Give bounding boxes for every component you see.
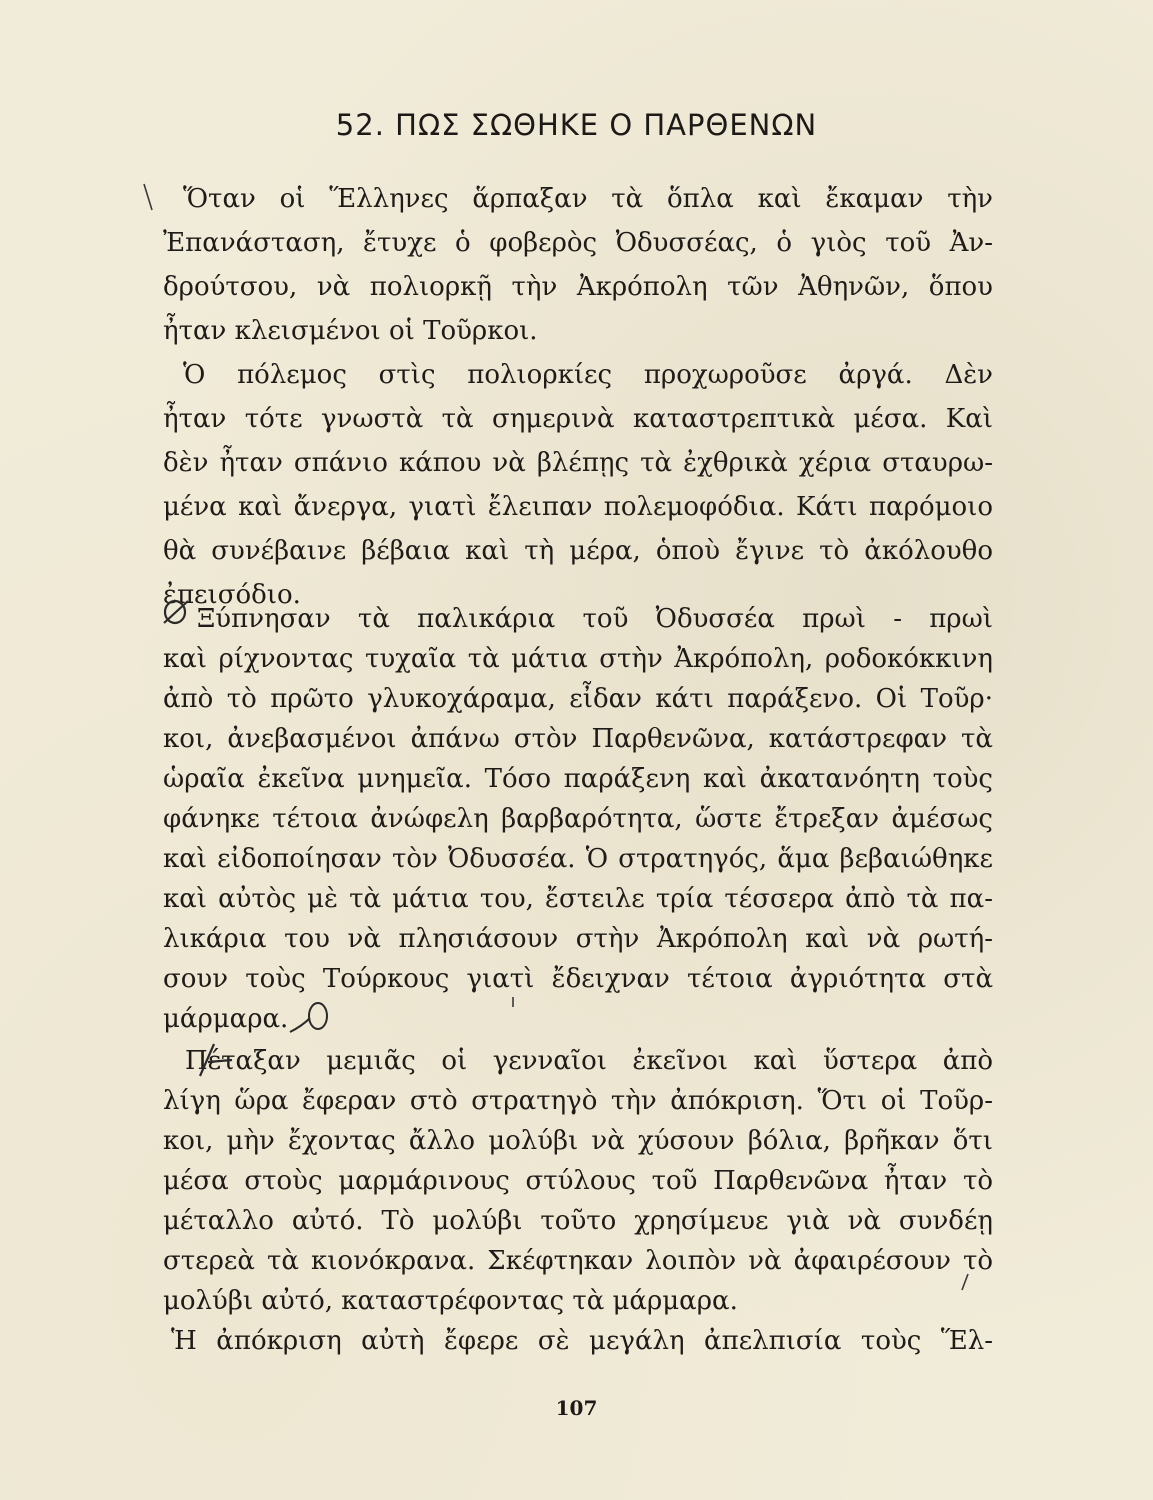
text-line: δὲν ἦταν σπάνιο κάπου νὰ βλέπῃς τὰ ἐχθρικὰ χέρια σταυρω- bbox=[163, 448, 993, 478]
text-line: μάρμαρα. bbox=[163, 1004, 289, 1034]
text-line: ἦταν τότε γνωστὰ τὰ σημερινὰ καταστρεπτικὰ μέσα. Καὶ bbox=[163, 404, 993, 434]
text-line: ἀπὸ τὸ πρῶτο γλυκοχάραμα, εἶδαν κάτι παράξενο. Οἱ Τοῦρ· bbox=[163, 684, 993, 714]
page-number: 107 bbox=[555, 1396, 598, 1420]
text-line: καὶ ρίχνοντας τυχαῖα τὰ μάτια στὴν Ἀκρόπολη, ροδοκόκκινη bbox=[163, 644, 993, 674]
text-line: μένα καὶ ἄνεργα, γιατὶ ἔλειπαν πολεμοφόδια. Κάτι παρόμοιο bbox=[163, 492, 993, 522]
text-line: Ἐπανάσταση, ἔτυχε ὁ φοβερὸς Ὀδυσσέας, ὁ γιὸς τοῦ Ἀν- bbox=[163, 228, 993, 258]
text-line: καὶ αὐτὸς μὲ τὰ μάτια του, ἔστειλε τρία τέσσερα ἀπὸ τὰ πα- bbox=[163, 884, 993, 914]
text-line: λικάρια του νὰ πλησιάσουν στὴν Ἀκρόπολη καὶ νὰ ρωτή- bbox=[163, 924, 993, 954]
text-line: Πέταξαν μεμιᾶς οἱ γενναῖοι ἐκεῖνοι καὶ ὕστερα ἀπὸ bbox=[185, 1046, 993, 1076]
text-line: στερεὰ τὰ κιονόκρανα. Σκέφτηκαν λοιπὸν νὰ ἀφαιρέσουν τὸ bbox=[163, 1246, 993, 1276]
text-line: μολύβι αὐτό, καταστρέφοντας τὰ μάρμαρα. bbox=[163, 1286, 738, 1316]
text-line: Ἡ ἀπόκριση αὐτὴ ἔφερε σὲ μεγάλη ἀπελπισία τοὺς Ἕλ- bbox=[171, 1326, 993, 1356]
text-line: Ὅταν οἱ Ἕλληνες ἅρπαξαν τὰ ὅπλα καὶ ἔκαμαν τὴν bbox=[183, 184, 993, 214]
text-line: ὡραῖα ἐκεῖνα μνημεῖα. Τόσο παράξενη καὶ ἀκατανόητη τοὺς bbox=[163, 764, 993, 794]
text-line: Ξύπνησαν τὰ παλικάρια τοῦ Ὀδυσσέα πρωὶ - πρωὶ bbox=[197, 604, 993, 634]
pen-mark-icon bbox=[140, 180, 164, 220]
text-line: μέταλλο αὐτό. Τὸ μολύβι τοῦτο χρησίμευε γιὰ νὰ συνδέῃ bbox=[163, 1206, 993, 1236]
text-line: Ὁ πόλεμος στὶς πολιορκίες προχωροῦσε ἀργά. Δὲν bbox=[183, 360, 993, 390]
text-line: θὰ συνέβαινε βέβαια καὶ τὴ μέρα, ὁποὺ ἔγινε τὸ ἀκόλουθο bbox=[163, 536, 993, 566]
text-line: κοι, ἀνεβασμένοι ἀπάνω στὸν Παρθενῶνα, κατάστρεφαν τὰ bbox=[163, 724, 993, 754]
text-line: καὶ εἰδοποίησαν τὸν Ὀδυσσέα. Ὁ στρατηγός, ἅμα βεβαιώθηκε bbox=[163, 844, 993, 874]
text-line: ἦταν κλεισμένοι οἱ Τοῦρκοι. bbox=[163, 316, 538, 346]
text-line: μέσα στοὺς μαρμάρινους στύλους τοῦ Παρθενῶνα ἦταν τὸ bbox=[163, 1166, 993, 1196]
text-line: ἐπεισόδιο. bbox=[163, 580, 301, 610]
text-line: κοι, μὴν ἔχοντας ἄλλο μολύβι νὰ χύσουν βόλια, βρῆκαν ὅτι bbox=[163, 1126, 993, 1156]
chapter-title: 52. ΠΩΣ ΣΩΘΗΚΕ Ο ΠΑΡΘΕΝΩΝ bbox=[335, 108, 818, 142]
text-line: δρούτσου, νὰ πολιορκῇ τὴν Ἀκρόπολη τῶν Ἀθηνῶν, ὅπου bbox=[163, 272, 993, 302]
text-line: λίγη ὥρα ἔφεραν στὸ στρατηγὸ τὴν ἀπόκριση. Ὅτι οἱ Τοῦρ- bbox=[163, 1086, 993, 1116]
text-line: σουν τοὺς Τούρκους γιατὶ ἔδειχναν τέτοια ἀγριότητα στὰ bbox=[163, 964, 993, 994]
text-line: φάνηκε τέτοια ἀνώφελη βαρβαρότητα, ὥστε ἔτρεξαν ἀμέσως bbox=[163, 804, 993, 834]
